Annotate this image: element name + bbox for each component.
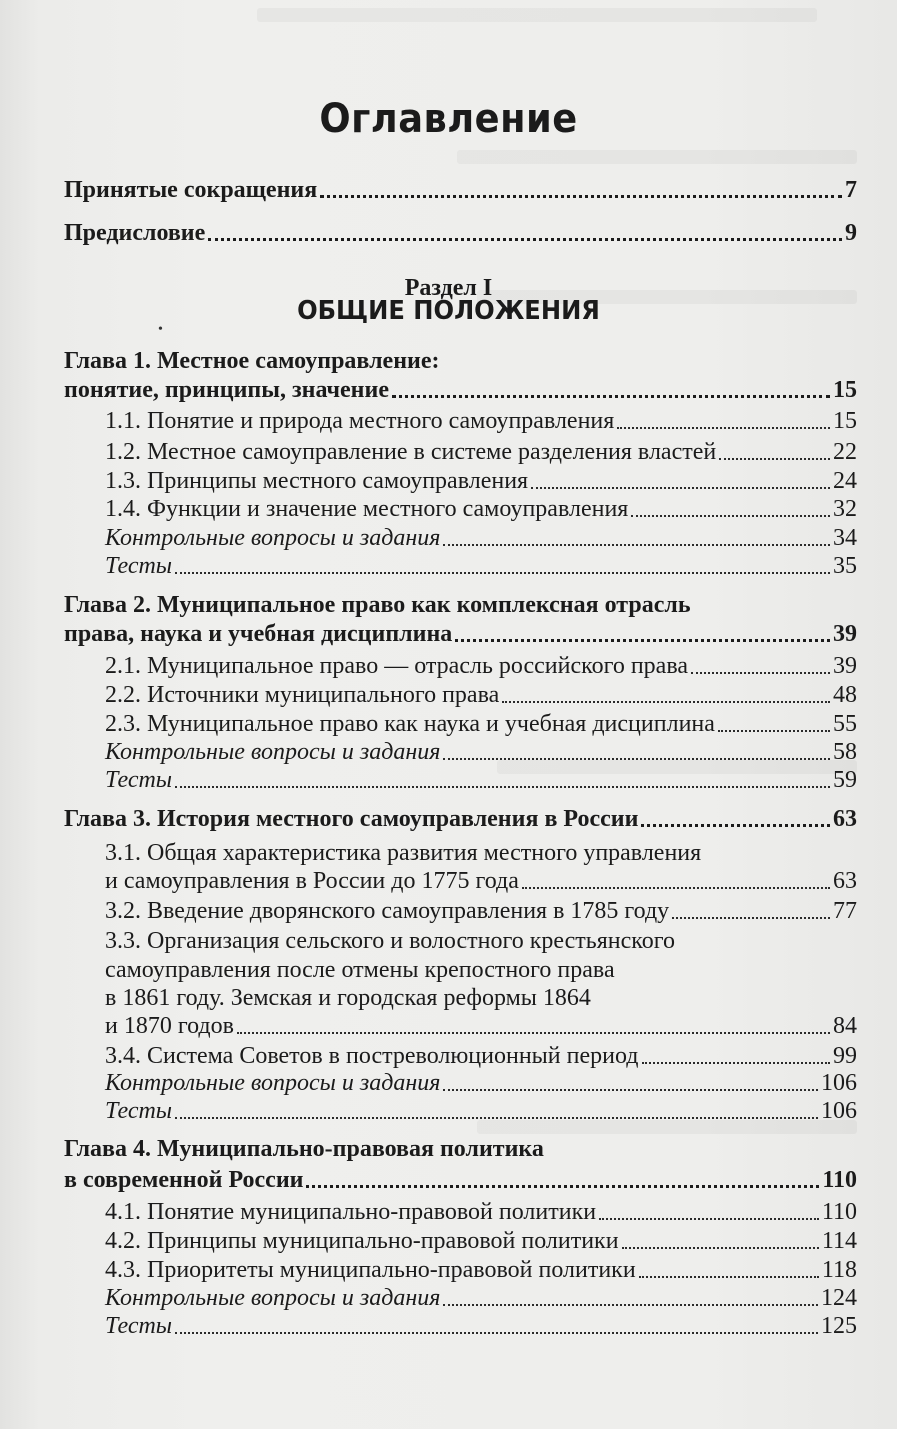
- page-number: 39: [833, 621, 857, 647]
- page-number: 59: [833, 767, 857, 793]
- entry-text: Контрольные вопросы и задания: [105, 525, 441, 551]
- entry-text: Тесты: [105, 1098, 173, 1124]
- entry-text: Тесты: [105, 1313, 173, 1339]
- dot-leader: [175, 1096, 818, 1119]
- entry-text: 1.3. Принципы местного самоуправления: [105, 468, 529, 494]
- dot-leader: [622, 1226, 819, 1249]
- dot-leader: [392, 375, 830, 398]
- toc-entry: [105, 1068, 857, 1098]
- chapter-heading: [64, 346, 857, 376]
- section-label: Раздел I: [404, 275, 493, 301]
- dot-leader: [502, 680, 830, 703]
- toc-entry: [105, 1197, 857, 1227]
- page-number: 84: [833, 1013, 857, 1039]
- page-number: 9: [845, 220, 857, 246]
- dot-leader: [175, 765, 830, 788]
- toc-entry: [64, 375, 857, 405]
- page-number: 63: [833, 868, 857, 894]
- toc-entry: [105, 709, 857, 739]
- dot-leader: [691, 651, 830, 674]
- toc-entry: [105, 737, 857, 767]
- page-number: 39: [833, 653, 857, 679]
- toc-entry-line: [105, 955, 857, 985]
- toc-entry: [64, 1165, 857, 1195]
- toc-entry: [105, 680, 857, 710]
- page-number: 32: [833, 496, 857, 522]
- entry-text: 2.3. Муниципальное право как наука и учебная дисциплина: [105, 711, 715, 737]
- page-title: Оглавление: [319, 96, 578, 142]
- chapter-heading: [64, 590, 857, 620]
- page-number: 114: [821, 1228, 857, 1254]
- dot-leader: [642, 1041, 831, 1064]
- entry-text: Принятые сокращения: [64, 177, 318, 203]
- entry-text: 3.3. Организация сельского и волостного крестьянского: [105, 928, 675, 954]
- page-number: 125: [821, 1313, 857, 1339]
- stray-mark: •: [158, 322, 163, 337]
- entry-text: 1.1. Понятие и природа местного самоуправления: [105, 408, 615, 434]
- entry-text: Предисловие: [64, 220, 206, 246]
- dot-leader: [443, 1068, 818, 1091]
- dot-leader: [672, 896, 830, 919]
- page-number: 58: [833, 739, 857, 765]
- page-number: 7: [845, 177, 857, 203]
- toc-entry: [105, 466, 857, 496]
- toc-entry: [105, 437, 857, 467]
- entry-text: Контрольные вопросы и задания: [105, 739, 441, 765]
- page-number: 118: [821, 1257, 857, 1283]
- entry-text: 3.1. Общая характеристика развития местного управления: [105, 840, 702, 866]
- entry-text: 2.1. Муниципальное право — отрасль российского права: [105, 653, 688, 679]
- page-number: 77: [833, 898, 857, 924]
- page-number: 110: [821, 1199, 857, 1225]
- entry-text: 1.4. Функции и значение местного самоуправления: [105, 496, 629, 522]
- toc-entry-line: [105, 926, 857, 956]
- dot-leader: [455, 619, 830, 642]
- toc-entry: [105, 1255, 857, 1285]
- page-number: 106: [821, 1098, 857, 1124]
- entry-text: Глава 2. Муниципальное право как комплексная отрасль: [64, 592, 691, 618]
- page-number: 24: [833, 468, 857, 494]
- toc-entry: [64, 218, 857, 248]
- page-number: 35: [833, 553, 857, 579]
- entry-text: Тесты: [105, 767, 173, 793]
- entry-text: права, наука и учебная дисциплина: [64, 621, 453, 647]
- page-number: 15: [833, 408, 857, 434]
- entry-text: 1.2. Местное самоуправление в системе разделения властей: [105, 439, 717, 465]
- toc-entry: [105, 1011, 857, 1041]
- dot-leader: [237, 1011, 830, 1034]
- page-number: 48: [833, 682, 857, 708]
- dot-leader: [599, 1197, 819, 1220]
- toc-entry: [105, 551, 857, 581]
- entry-text: Глава 1. Местное самоуправление:: [64, 348, 440, 374]
- entry-text: Контрольные вопросы и задания: [105, 1070, 441, 1096]
- page-number: 99: [833, 1043, 857, 1069]
- dot-leader: [641, 804, 830, 827]
- toc-entry-line: [105, 838, 857, 868]
- toc-entry: [64, 175, 857, 205]
- entry-text: 3.2. Введение дворянского самоуправления в 1785 году: [105, 898, 670, 924]
- dot-leader: [320, 175, 842, 198]
- toc-entry: [105, 523, 857, 553]
- entry-text: 4.1. Понятие муниципально-правовой политики: [105, 1199, 597, 1225]
- toc-entry: [105, 1283, 857, 1313]
- section-name: ОБЩИЕ ПОЛОЖЕНИЯ: [297, 296, 600, 326]
- toc-entry: [105, 1226, 857, 1256]
- dot-leader: [719, 437, 830, 460]
- dot-leader: [443, 1283, 818, 1306]
- entry-text: Глава 4. Муниципально-правовая политика: [64, 1136, 544, 1162]
- dot-leader: [631, 494, 830, 517]
- page-number: 34: [833, 525, 857, 551]
- entry-text: понятие, принципы, значение: [64, 377, 389, 403]
- entry-text: Глава 3. История местного самоуправления в России: [64, 806, 639, 832]
- dot-leader: [531, 466, 830, 489]
- entry-text: 3.4. Система Советов в постреволюционный период: [105, 1043, 639, 1069]
- entry-text: 4.2. Принципы муниципально-правовой политики: [105, 1228, 619, 1254]
- entry-text: 2.2. Источники муниципального права: [105, 682, 500, 708]
- dot-leader: [718, 709, 830, 732]
- page-number: 124: [821, 1285, 857, 1311]
- dot-leader: [208, 218, 842, 241]
- toc-entry: [105, 1311, 857, 1341]
- toc-entry: [105, 765, 857, 795]
- toc-entry-line: [105, 983, 857, 1013]
- entry-text: самоуправления после отмены крепостного права: [105, 957, 615, 983]
- toc-entry: [105, 1041, 857, 1071]
- entry-text: и 1870 годов: [105, 1013, 234, 1039]
- page-number: 22: [833, 439, 857, 465]
- dot-leader: [443, 523, 830, 546]
- chapter-heading: [64, 1134, 857, 1164]
- toc-entry: [64, 619, 857, 649]
- page-number: 63: [833, 806, 857, 832]
- dot-leader: [175, 551, 830, 574]
- entry-text: в современной России: [64, 1167, 304, 1193]
- page-number: 15: [833, 377, 857, 403]
- dot-leader: [443, 737, 830, 760]
- dot-leader: [522, 866, 830, 889]
- toc-entry: [105, 866, 857, 896]
- page-number: 55: [833, 711, 857, 737]
- page-number: 106: [821, 1070, 857, 1096]
- bleed-through-shadow: [457, 150, 857, 164]
- entry-text: 4.3. Приоритеты муниципально-правовой политики: [105, 1257, 636, 1283]
- toc-entry: [64, 804, 857, 834]
- dot-leader: [175, 1311, 818, 1334]
- dot-leader: [617, 406, 830, 429]
- toc-entry: [105, 651, 857, 681]
- entry-text: в 1861 году. Земская и городская реформы 1864: [105, 985, 591, 1011]
- toc-entry: [105, 406, 857, 436]
- bleed-through-shadow: [257, 8, 817, 22]
- entry-text: Контрольные вопросы и задания: [105, 1285, 441, 1311]
- toc-entry: [105, 494, 857, 524]
- toc-entry: [105, 1096, 857, 1126]
- entry-text: Тесты: [105, 553, 173, 579]
- entry-text: и самоуправления в России до 1775 года: [105, 868, 519, 894]
- page-number: 110: [822, 1167, 857, 1193]
- dot-leader: [639, 1255, 819, 1278]
- toc-entry: [105, 896, 857, 926]
- dot-leader: [306, 1165, 819, 1188]
